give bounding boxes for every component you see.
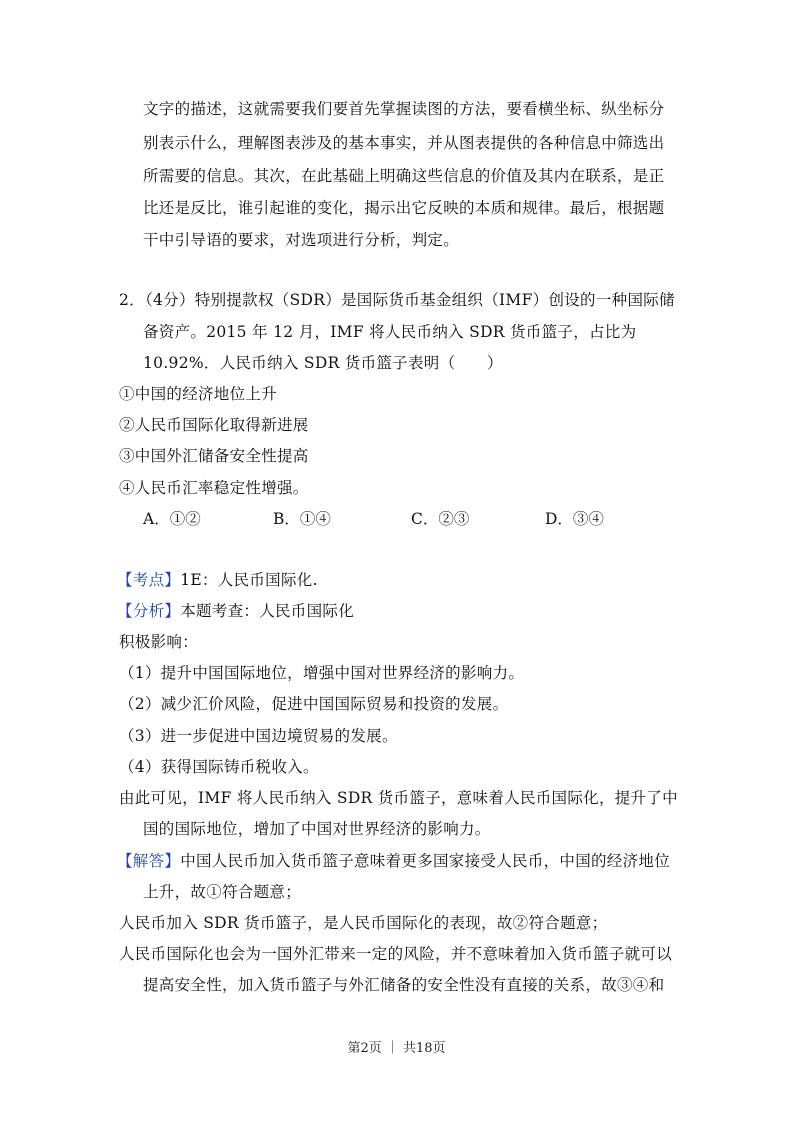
question-line-2: 备资产。2015 年 12 月，IMF 将人民币纳入 SDR 货币篮子，占比为 — [143, 323, 637, 341]
jieda-line-1: 上升，故①符合题意； — [143, 883, 302, 901]
fenxi-tag: 【分析】 — [117, 602, 181, 620]
answer-options — [143, 509, 663, 529]
question-line-1: 2．（4分）特别提款权（SDR）是国际货币基金组织（IMF）创设的一种国际储 — [119, 291, 675, 309]
option-a: A．①② — [143, 510, 201, 528]
fenxi-text: 本题考查：人民币国际化 — [180, 602, 355, 620]
fenxi-line-6: 由此可见，IMF 将人民币纳入 SDR 货币篮子，意味着人民币国际化，提升了中 — [119, 789, 678, 807]
option-d: D．③④ — [545, 510, 604, 528]
option-b: B．①④ — [273, 510, 331, 528]
fenxi-line-5: （4）获得国际铸币税收入。 — [119, 758, 319, 776]
intro-line-4: 比还是反比，谁引起谁的变化，揭示出它反映的本质和规律。最后，根据题 — [143, 199, 665, 217]
statement-4: ④人民币汇率稳定性增强。 — [119, 479, 309, 497]
statement-3: ③中国外汇储备安全性提高 — [119, 447, 309, 465]
fenxi-line-3: （2）减少汇价风险，促进中国国际贸易和投资的发展。 — [119, 695, 509, 713]
fenxi-line — [117, 601, 354, 621]
kaodian-line — [117, 570, 318, 590]
question-line-3: 10.92%．人民币纳入 SDR 货币篮子表明（ ） — [143, 354, 503, 372]
jieda-line-2: 人民币加入 SDR 货币篮子，是人民币国际化的表现，故②符合题意； — [119, 914, 608, 932]
fenxi-line-1: 积极影响： — [119, 633, 199, 651]
kaodian-tag: 【考点】 — [117, 571, 181, 589]
fenxi-line-2: （1）提升中国国际地位，增强中国对世界经济的影响力。 — [119, 664, 525, 682]
fenxi-line-7: 国的国际地位，增加了中国对世界经济的影响力。 — [143, 820, 491, 838]
intro-line-5: 干中引导语的要求，对选项进行分析，判定。 — [143, 231, 460, 249]
fenxi-line-4: （3）进一步促进中国边境贸易的发展。 — [119, 727, 398, 745]
intro-line-3: 所需要的信息。其次，在此基础上明确这些信息的价值及其内在联系，是正 — [143, 167, 665, 185]
page-footer: 第2页 ｜ 共18页 — [347, 1041, 446, 1056]
intro-line-1: 文字的描述，这就需要我们要首先掌握读图的方法，要看横坐标、纵坐标分 — [143, 100, 665, 118]
kaodian-text: 1E：人民币国际化. — [180, 571, 318, 589]
jieda-text: 中国人民币加入货币篮子意味着更多国家接受人民币，中国的经济地位 — [180, 852, 671, 870]
jieda-line — [117, 851, 670, 871]
statement-2: ②人民币国际化取得新进展 — [119, 416, 309, 434]
jieda-tag: 【解答】 — [117, 852, 181, 870]
jieda-line-3: 人民币国际化也会为一国外汇带来一定的风险，并不意味着加入货币篮子就可以 — [119, 945, 673, 963]
option-c: C．②③ — [411, 510, 470, 528]
jieda-line-4: 提高安全性，加入货币篮子与外汇储备的安全性没有直接的关系，故③④和 — [143, 976, 665, 994]
intro-line-2: 别表示什么，理解图表涉及的基本事实，并从图表提供的各种信息中筛选出 — [143, 134, 665, 152]
statement-1: ①中国的经济地位上升 — [119, 385, 278, 403]
